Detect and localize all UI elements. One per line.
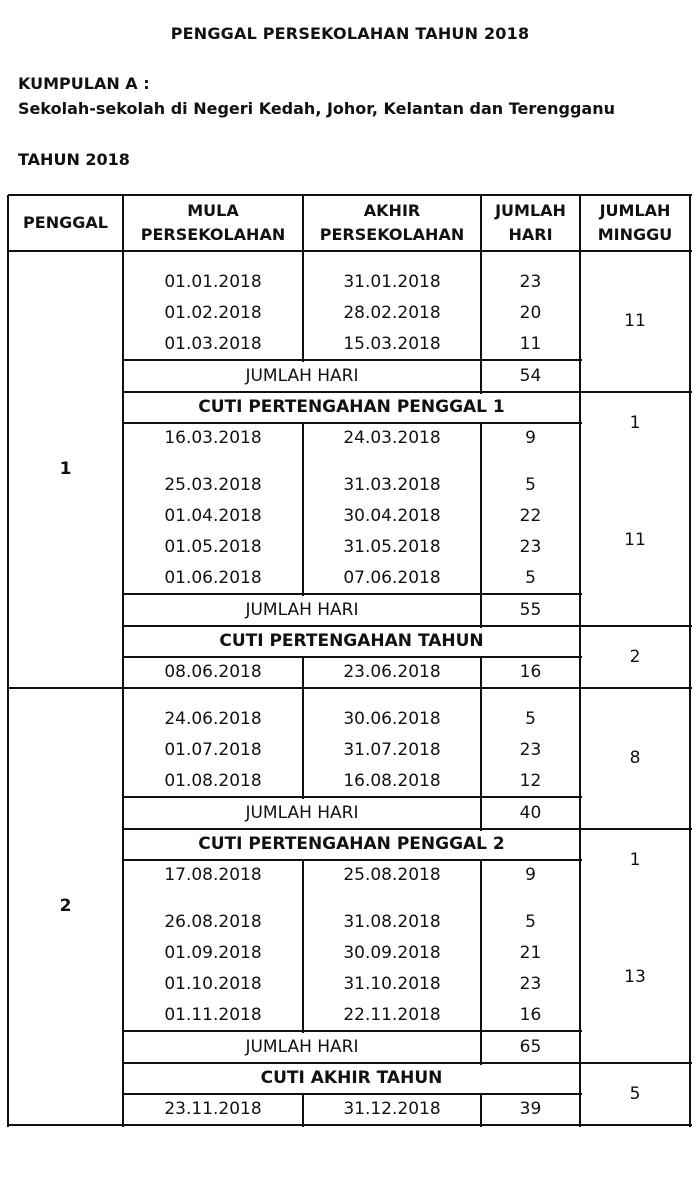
break-day-count: 9: [525, 865, 536, 885]
term-number: 1: [59, 459, 72, 479]
break-week-count: 1: [629, 849, 641, 870]
vertical-rule: [302, 423, 304, 456]
group-schools: Sekolah-sekolah di Negeri Kedah, Johor, Kelantan dan Terengganu: [18, 99, 615, 118]
start-date: 26.08.2018: [164, 912, 262, 932]
day-count: 23: [519, 272, 542, 292]
break-title: CUTI PERTENGAHAN TAHUN: [219, 631, 484, 651]
end-date: 31.01.2018: [343, 272, 441, 292]
term-number: 2: [59, 896, 72, 916]
vertical-rule: [480, 860, 482, 893]
week-count: 13: [624, 966, 646, 987]
end-date: 31.08.2018: [343, 912, 441, 932]
vertical-rule: [7, 195, 9, 253]
vertical-rule: [302, 891, 304, 1033]
week-count: 8: [629, 748, 641, 768]
break-start-date: 23.11.2018: [164, 1099, 262, 1119]
vertical-rule: [302, 688, 304, 799]
vertical-rule: [122, 251, 124, 1127]
end-date: 30.04.2018: [343, 506, 441, 526]
vertical-rule: [480, 423, 482, 456]
start-date: 01.06.2018: [164, 568, 262, 588]
end-date: 31.10.2018: [343, 974, 441, 994]
document-title: PENGGAL PERSEKOLAHAN TAHUN 2018: [170, 24, 530, 43]
break-end-date: 24.03.2018: [343, 428, 441, 448]
total-days-value: 54: [519, 365, 542, 386]
end-date: 22.11.2018: [343, 1005, 441, 1025]
end-date: 31.05.2018: [343, 537, 441, 557]
day-count: 12: [519, 771, 542, 791]
start-date: 25.03.2018: [164, 475, 262, 495]
break-title: CUTI PERTENGAHAN PENGGAL 2: [198, 834, 505, 854]
header-hari-line2: HARI: [508, 225, 553, 244]
header-penggal: PENGGAL: [23, 213, 108, 232]
school-term-table: [8, 195, 690, 1173]
end-date: 31.03.2018: [343, 475, 441, 495]
start-date: 01.04.2018: [164, 506, 262, 526]
vertical-rule: [122, 195, 124, 253]
day-count: 23: [519, 537, 542, 557]
total-days-label: JUMLAH HARI: [245, 802, 359, 823]
end-date: 28.02.2018: [343, 303, 441, 323]
end-date: 30.09.2018: [343, 943, 441, 963]
day-count: 23: [519, 740, 542, 760]
horizontal-rule: [8, 1124, 692, 1126]
week-count: 11: [624, 529, 646, 550]
total-days-label: JUMLAH HARI: [245, 599, 359, 620]
break-day-count: 16: [519, 662, 542, 682]
break-week-count: 1: [629, 412, 641, 433]
vertical-rule: [302, 1094, 304, 1127]
vertical-rule: [579, 195, 581, 253]
start-date: 01.11.2018: [164, 1005, 262, 1025]
group-label: KUMPULAN A :: [18, 74, 150, 93]
vertical-rule: [480, 891, 482, 1065]
break-start-date: 16.03.2018: [164, 428, 262, 448]
end-date: 15.03.2018: [343, 334, 441, 354]
vertical-rule: [579, 251, 581, 1127]
break-title: CUTI PERTENGAHAN PENGGAL 1: [198, 397, 505, 417]
day-count: 22: [519, 506, 542, 526]
total-days-value: 55: [519, 599, 542, 620]
day-count: 11: [519, 334, 542, 354]
header-akhir-line2: PERSEKOLAHAN: [319, 225, 465, 244]
break-week-count: 2: [629, 646, 641, 667]
vertical-rule: [480, 195, 482, 253]
vertical-rule: [302, 251, 304, 362]
start-date: 01.05.2018: [164, 537, 262, 557]
day-count: 5: [525, 709, 536, 729]
break-end-date: 23.06.2018: [343, 662, 441, 682]
start-date: 01.10.2018: [164, 974, 262, 994]
break-day-count: 9: [525, 428, 536, 448]
header-mula-line2: PERSEKOLAHAN: [140, 225, 286, 244]
break-end-date: 25.08.2018: [343, 865, 441, 885]
end-date: 16.08.2018: [343, 771, 441, 791]
vertical-rule: [302, 454, 304, 596]
break-start-date: 17.08.2018: [164, 865, 262, 885]
break-day-count: 39: [519, 1099, 542, 1119]
start-date: 01.08.2018: [164, 771, 262, 791]
start-date: 24.06.2018: [164, 709, 262, 729]
day-count: 20: [519, 303, 542, 323]
start-date: 01.07.2018: [164, 740, 262, 760]
header-minggu-line2: MINGGU: [597, 225, 673, 244]
start-date: 01.09.2018: [164, 943, 262, 963]
day-count: 23: [519, 974, 542, 994]
vertical-rule: [480, 454, 482, 628]
end-date: 31.07.2018: [343, 740, 441, 760]
horizontal-rule: [8, 194, 692, 196]
day-count: 5: [525, 912, 536, 932]
day-count: 5: [525, 475, 536, 495]
vertical-rule: [480, 688, 482, 831]
vertical-rule: [302, 657, 304, 690]
header-mula-line1: MULA: [187, 201, 239, 220]
vertical-rule: [689, 195, 691, 253]
day-count: 21: [519, 943, 542, 963]
total-days-value: 40: [519, 802, 542, 823]
vertical-rule: [480, 657, 482, 690]
start-date: 01.01.2018: [164, 272, 262, 292]
vertical-rule: [302, 195, 304, 253]
start-date: 01.03.2018: [164, 334, 262, 354]
vertical-rule: [480, 251, 482, 394]
header-minggu-line1: JUMLAH: [599, 201, 671, 220]
vertical-rule: [302, 860, 304, 893]
vertical-rule: [7, 251, 9, 1127]
total-days-label: JUMLAH HARI: [245, 365, 359, 386]
break-week-count: 5: [629, 1083, 641, 1104]
vertical-rule: [480, 1094, 482, 1127]
vertical-rule: [689, 251, 691, 1127]
start-date: 01.02.2018: [164, 303, 262, 323]
header-hari-line1: JUMLAH: [495, 201, 566, 220]
total-days-value: 65: [519, 1036, 542, 1057]
day-count: 16: [519, 1005, 542, 1025]
day-count: 5: [525, 568, 536, 588]
total-days-label: JUMLAH HARI: [245, 1036, 359, 1057]
end-date: 30.06.2018: [343, 709, 441, 729]
year-label: TAHUN 2018: [18, 150, 130, 169]
header-akhir-line1: AKHIR: [363, 201, 421, 220]
break-start-date: 08.06.2018: [164, 662, 262, 682]
week-count: 11: [624, 311, 646, 331]
end-date: 07.06.2018: [343, 568, 441, 588]
break-end-date: 31.12.2018: [343, 1099, 441, 1119]
break-title: CUTI AKHIR TAHUN: [260, 1068, 443, 1088]
